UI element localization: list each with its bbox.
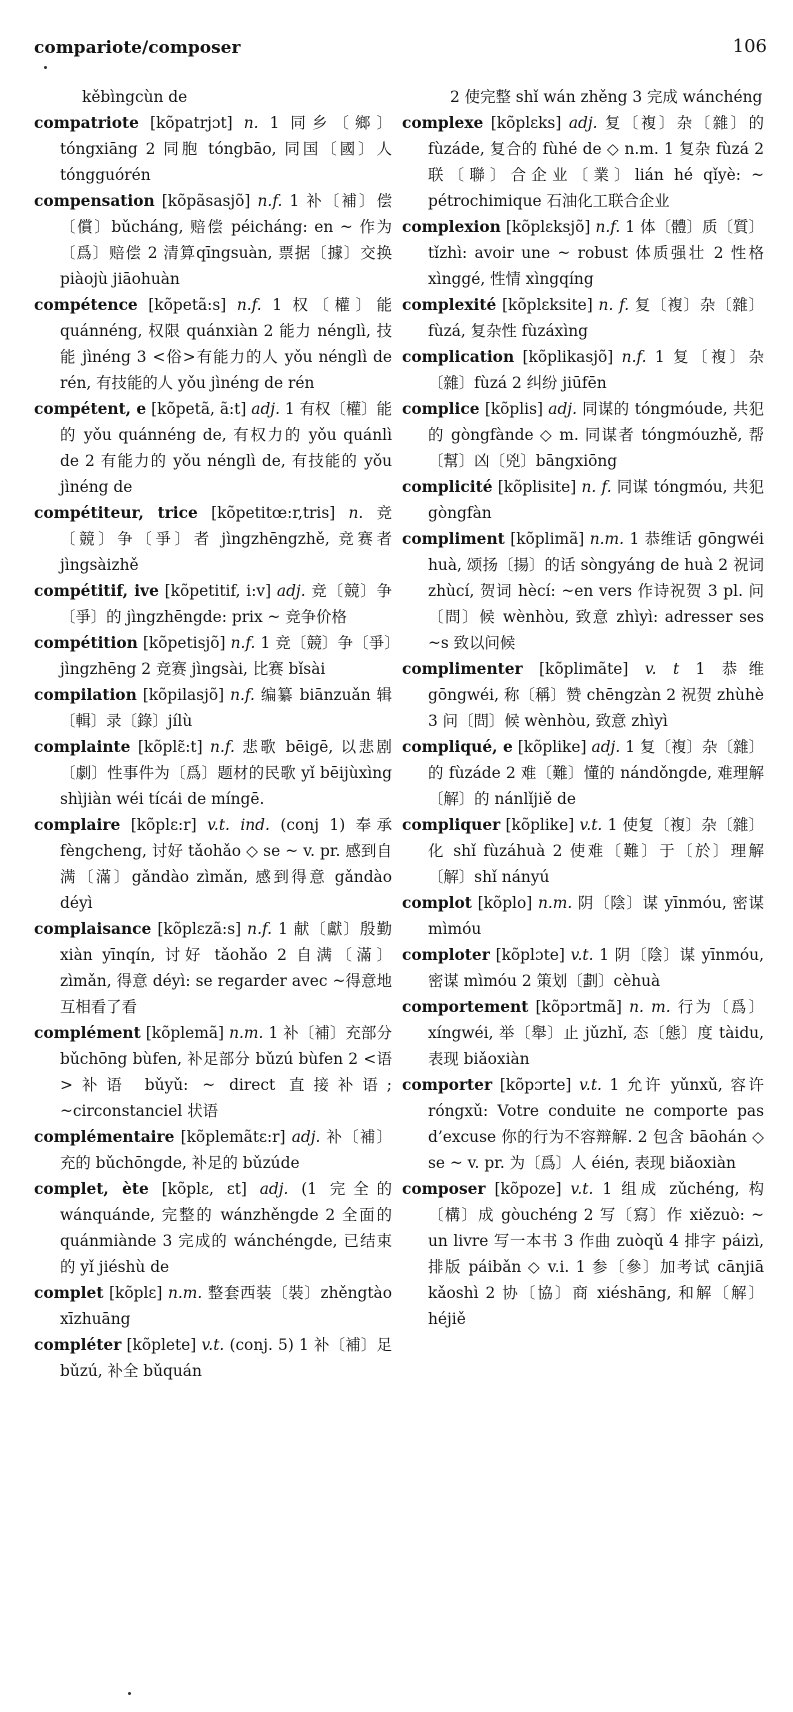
entry-headword: complice [402, 400, 480, 418]
guide-words: compariote/composer [34, 38, 241, 58]
entry-part-of-speech: adj. [259, 1180, 289, 1198]
dictionary-entry [34, 1332, 392, 1384]
entry-part-of-speech: n. m. [629, 998, 671, 1016]
entry-definition: 行为〔爲〕xíngwéi, 举〔舉〕止 jǔzhǐ, 态〔態〕度 tàidu, 表现 biǎoxiàn [428, 998, 764, 1068]
dictionary-entry [34, 734, 392, 812]
entry-headword: composer [402, 1180, 486, 1198]
entry-headword: compliqué, e [402, 738, 513, 756]
dictionary-entry [34, 84, 392, 110]
entry-part-of-speech: adj. [276, 582, 306, 600]
dictionary-entry [34, 1124, 392, 1176]
entry-part-of-speech: v.t. [570, 946, 594, 964]
entry-definition: 阴〔陰〕谋 yīnmóu, 密谋 mìmóu [428, 894, 764, 938]
dictionary-entry [402, 890, 764, 942]
dictionary-entry [402, 396, 764, 474]
entry-definition: 1 阴〔陰〕谋 yīnmóu, 密谋 mìmóu 2 策划〔劃〕cèhuà [428, 946, 764, 990]
entry-part-of-speech: n.m. [537, 894, 573, 912]
entry-pronunciation: [kõplɔte] [495, 946, 565, 964]
entry-definition: (1 完全的 wánquánde, 完整的 wánzhěngde 2 全面的 quánmiànde 3 完成的 wánchéngde, 已结束的 yǐ jiéshù de [60, 1180, 392, 1276]
entry-part-of-speech: v. t [644, 660, 680, 678]
entry-part-of-speech: n. [243, 114, 259, 132]
entry-pronunciation: [kõpatrjɔt] [149, 114, 233, 132]
entry-definition: 1 恭维话 gōngwéi huà, 颂扬〔揚〕的话 sòngyáng de huà 2 祝词 zhùcí, 贺词 hècí: ~en vers 作诗祝贺 3 pl. 问〔問〕候 wènhòu, 致意 zhìyì: adresser ses ~s 致以问候 [428, 530, 764, 652]
entry-pronunciation: [kõplisite] [497, 478, 577, 496]
entry-part-of-speech: v.t. [579, 816, 603, 834]
entry-part-of-speech: v.t. [579, 1076, 602, 1094]
entry-headword: complet [34, 1284, 104, 1302]
entry-pronunciation: [kõplɛks] [490, 114, 562, 132]
entry-headword: complexité [402, 296, 497, 314]
entry-definition: 1 竞〔競〕争〔爭〕jìngzhēng 2 竞赛 jìngsài, 比赛 bǐsài [60, 634, 392, 678]
dictionary-entry [402, 942, 764, 994]
entry-headword: compléter [34, 1336, 122, 1354]
dictionary-entry [402, 656, 764, 734]
entry-definition: 1 组成 zǔchéng, 构〔構〕成 gòuchéng 2 写〔寫〕作 xiězuò: ~ un livre 写一本书 3 作曲 zuòqǔ 4 排字 páizì, 排版 páibǎn ◇ v.i. 1 参〔參〕加考试 cānjiā kǎoshì 2 协〔協〕商 xiéshāng, 和解〔解〕héjiě [428, 1180, 764, 1328]
entry-definition: (conj. 5) 1 补〔補〕足 bǔzú, 补全 bǔquán [60, 1336, 392, 1380]
dictionary-entry [402, 214, 764, 292]
entry-part-of-speech: n.f. [236, 296, 262, 314]
entry-pronunciation: [kõplɛksite] [502, 296, 593, 314]
entry-pronunciation: [kõpɔrte] [499, 1076, 572, 1094]
entry-part-of-speech: adj. [591, 738, 621, 756]
entry-part-of-speech: n. f. [598, 296, 630, 314]
entry-definition: 1 补〔補〕充部分 bǔchōng bùfen, 补足部分 bǔzú bùfen 2 <语>补语 bǔyǔ: ~ direct 直接补语; ~circonstanciel 状语 [60, 1024, 392, 1120]
entry-headword: compétitif, ive [34, 582, 159, 600]
entry-pronunciation: [kõplike] [505, 816, 575, 834]
entry-headword: compatriote [34, 114, 139, 132]
entry-definition: kěbìngcùn de [82, 88, 188, 106]
entry-definition: 2 使完整 shǐ wán zhěng 3 完成 wánchéng [450, 88, 763, 106]
entry-definition: 编纂 biānzuǎn 辑〔輯〕录〔錄〕jílù [60, 686, 392, 730]
entry-definition: 竞〔競〕争〔爭〕者 jìngzhēngzhě, 竞赛者 jìngsàizhě [60, 504, 392, 574]
entry-pronunciation: [kõpetitif, i:v] [164, 582, 272, 600]
dictionary-entry [402, 110, 764, 214]
entry-definition: 同谋的 tóngmóude, 共犯的 gòngfànde ◇ m. 同谋者 tóngmóuzhě, 帮〔幫〕凶〔兇〕bāngxiōng [428, 400, 764, 470]
entry-headword: complexion [402, 218, 501, 236]
entry-part-of-speech: adj. [568, 114, 598, 132]
entry-definition: 1 复〔複〕杂〔雜〕的 fùzáde 2 难〔難〕懂的 nándǒngde, 难理解〔解〕的 nánlǐjiě de [428, 738, 764, 808]
entry-headword: comportement [402, 998, 529, 1016]
dictionary-entry [402, 994, 764, 1072]
entry-part-of-speech: n.f. [210, 738, 235, 756]
entry-pronunciation: [kõplikasjõ] [522, 348, 614, 366]
entry-part-of-speech: n.m. [167, 1284, 203, 1302]
entry-headword: comporter [402, 1076, 493, 1094]
entry-part-of-speech: n.f. [230, 634, 256, 652]
left-column [34, 84, 392, 1384]
entry-pronunciation: [kõplɛzã:s] [157, 920, 242, 938]
entry-part-of-speech: n.f. [230, 686, 255, 704]
entry-headword: compilation [34, 686, 137, 704]
print-speck [44, 66, 47, 69]
entry-headword: complaisance [34, 920, 152, 938]
entry-headword: compétent, e [34, 400, 147, 418]
entry-definition: 1 恭维 gōngwéi, 称〔稱〕赞 chēngzàn 2 祝贺 zhùhè 3 问〔問〕候 wènhòu, 致意 zhìyì [428, 660, 764, 730]
entry-part-of-speech: n.m. [589, 530, 625, 548]
dictionary-entry [402, 734, 764, 812]
entry-pronunciation: [kõpetisjõ] [142, 634, 226, 652]
dictionary-entry [34, 188, 392, 292]
entry-headword: compensation [34, 192, 155, 210]
entry-definition: 1 同乡〔鄉〕tóngxiāng 2 同胞 tóngbāo, 同国〔國〕人 tóngguórén [60, 114, 392, 184]
entry-definition: 补〔補〕充的 bǔchōngde, 补足的 bǔzúde [60, 1128, 392, 1172]
entry-pronunciation: [kõpilasjõ] [142, 686, 225, 704]
entry-pronunciation: [kõplɛ̃:t] [137, 738, 203, 756]
entry-headword: compétence [34, 296, 138, 314]
entry-part-of-speech: adj. [548, 400, 577, 418]
dictionary-entry [34, 916, 392, 1020]
entry-pronunciation: [kõplo] [477, 894, 533, 912]
dictionary-entry [34, 500, 392, 578]
entry-definition: 同谋 tóngmóu, 共犯 gòngfàn [428, 478, 764, 522]
entry-part-of-speech: v.t. ind. [207, 816, 270, 834]
dictionary-entry [402, 1176, 764, 1332]
entry-part-of-speech: adj. [291, 1128, 321, 1146]
dictionary-entry [34, 292, 392, 396]
entry-pronunciation: [kõpetã, ã:t] [151, 400, 247, 418]
page-header [34, 36, 767, 66]
entry-part-of-speech: n.f. [257, 192, 283, 210]
entry-pronunciation: [kõpetã:s] [148, 296, 227, 314]
entry-part-of-speech: v.t. [201, 1336, 225, 1354]
entry-pronunciation: [kõplis] [484, 400, 544, 418]
dictionary-entry [402, 84, 764, 110]
entry-pronunciation: [kõplimãte] [539, 660, 629, 678]
dictionary-entry [34, 578, 392, 630]
entry-part-of-speech: n.f. [247, 920, 273, 938]
entry-pronunciation: [kõplete] [126, 1336, 197, 1354]
entry-definition: 1 复〔複〕杂〔雜〕fùzá 2 纠纷 jiūfēn [428, 348, 764, 392]
dictionary-entry [402, 344, 764, 396]
dictionary-entry [34, 1280, 392, 1332]
entry-headword: complet, ète [34, 1180, 149, 1198]
entry-headword: complot [402, 894, 472, 912]
entry-definition: 1 权〔權〕能 quánnéng, 权限 quánxiàn 2 能力 nénglì, 技能 jìnéng 3 <俗>有能力的人 yǒu nénglì de rén, 有技能的人 yǒu jìnéng de rén [60, 296, 392, 392]
entry-headword: complicité [402, 478, 493, 496]
entry-pronunciation: [kõplimã] [510, 530, 585, 548]
entry-headword: complaire [34, 816, 121, 834]
entry-pronunciation: [kõplɛ, ɛt] [161, 1180, 247, 1198]
entry-headword: compétiteur, trice [34, 504, 198, 522]
entry-pronunciation: [kõplemã] [145, 1024, 225, 1042]
entry-definition: 1 允许 yǔnxǔ, 容许 róngxǔ: Votre conduite ne comporte pas d’excuse 你的行为不容辩解. 2 包含 bāohán ◇ se ~ v. pr. 为〔爲〕人 éién, 表现 biǎoxiàn [428, 1076, 764, 1172]
entry-headword: complimenter [402, 660, 523, 678]
entry-definition: 复〔複〕杂〔雜〕fùzá, 复杂性 fùzáxìng [428, 296, 764, 340]
dictionary-entry [34, 396, 392, 500]
dictionary-entry [402, 292, 764, 344]
entry-part-of-speech: v.t. [570, 1180, 594, 1198]
entry-pronunciation: [kõpɔrtmã] [535, 998, 622, 1016]
entry-definition: 整套西装〔裝〕zhěngtào xīzhuāng [60, 1284, 392, 1328]
entry-definition: 1 补〔補〕偿〔償〕bǔcháng, 赔偿 péicháng: en ~ 作为〔爲〕赔偿 2 清算qīngsuàn, 票据〔據〕交换 piàojù jiāohuàn [60, 192, 392, 288]
dictionary-entry [402, 526, 764, 656]
entry-pronunciation: [kõplɛ] [109, 1284, 163, 1302]
entry-part-of-speech: n.f. [621, 348, 647, 366]
dictionary-entry [34, 110, 392, 188]
entry-definition: 1 献〔獻〕殷勤 xiàn yīnqín, 讨好 tǎohǎo 2 自满〔滿〕zìmǎn, 得意 déyì: se regarder avec ~得意地互相看了看 [60, 920, 392, 1016]
entry-pronunciation: [kõpetitœ:r,tris] [211, 504, 336, 522]
entry-headword: complainte [34, 738, 131, 756]
entry-definition: 悲歌 bēigē, 以悲剧〔劇〕性事件为〔爲〕题材的民歌 yǐ bēijùxìng shìjiàn wéi tícái de míngē. [60, 738, 392, 808]
entry-part-of-speech: n. [348, 504, 364, 522]
page-number: 106 [732, 36, 767, 57]
entry-part-of-speech: n.m. [229, 1024, 264, 1042]
dictionary-entry [34, 630, 392, 682]
entry-headword: complexe [402, 114, 484, 132]
dictionary-entry [402, 812, 764, 890]
dictionary-entry [402, 1072, 764, 1176]
entry-part-of-speech: n.f. [595, 218, 621, 236]
entry-pronunciation: [kõplemãtɛ:r] [180, 1128, 286, 1146]
entry-headword: comploter [402, 946, 490, 964]
entry-headword: compétition [34, 634, 138, 652]
entry-headword: complément [34, 1024, 141, 1042]
dictionary-entry [402, 474, 764, 526]
entry-headword: complémentaire [34, 1128, 175, 1146]
entry-pronunciation: [kõpãsasjõ] [161, 192, 251, 210]
dictionary-entry [34, 1176, 392, 1280]
entry-headword: compliment [402, 530, 505, 548]
entry-definition: 竞〔競〕争〔爭〕的 jìngzhēngde: prix ~ 竞争价格 [60, 582, 392, 626]
dictionary-entry [34, 1020, 392, 1124]
dictionary-entry [34, 812, 392, 916]
entry-definition: 1 体〔體〕质〔質〕tǐzhì: avoir une ~ robust 体质强壮 2 性格 xìnggé, 性情 xìngqíng [428, 218, 764, 288]
entry-headword: compliquer [402, 816, 501, 834]
entry-part-of-speech: n. f. [581, 478, 612, 496]
entry-pronunciation: [kõplike] [517, 738, 587, 756]
dictionary-entry [34, 682, 392, 734]
entry-definition: 1 有权〔權〕能的 yǒu quánnéng de, 有权力的 yǒu quánlì de 2 有能力的 yǒu nénglì de, 有技能的 yǒu jìnéng de [60, 400, 392, 496]
entry-part-of-speech: adj. [251, 400, 280, 418]
entry-definition: 1 使复〔複〕杂〔雜〕化 shǐ fùzáhuà 2 使难〔難〕于〔於〕理解〔解〕shǐ nányú [428, 816, 764, 886]
entry-definition: (conj 1) 奉承 fèngcheng, 讨好 tǎohǎo ◇ se ~ v. pr. 感到自满〔滿〕gǎndào zìmǎn, 感到得意 gǎndào déyì [60, 816, 392, 912]
entry-headword: complication [402, 348, 515, 366]
entry-pronunciation: [kõpoze] [494, 1180, 562, 1198]
print-speck [128, 1692, 131, 1695]
entry-definition: 复〔複〕杂〔雜〕的 fùzáde, 复合的 fùhé de ◇ n.m. 1 复杂 fùzá 2 联〔聯〕合企业〔業〕lián hé qǐyè: ~ pétrochimique 石油化工联合企业 [428, 114, 764, 210]
right-column [402, 84, 764, 1332]
entry-pronunciation: [kõplɛ:r] [130, 816, 197, 834]
entry-pronunciation: [kõplɛksjõ] [505, 218, 591, 236]
